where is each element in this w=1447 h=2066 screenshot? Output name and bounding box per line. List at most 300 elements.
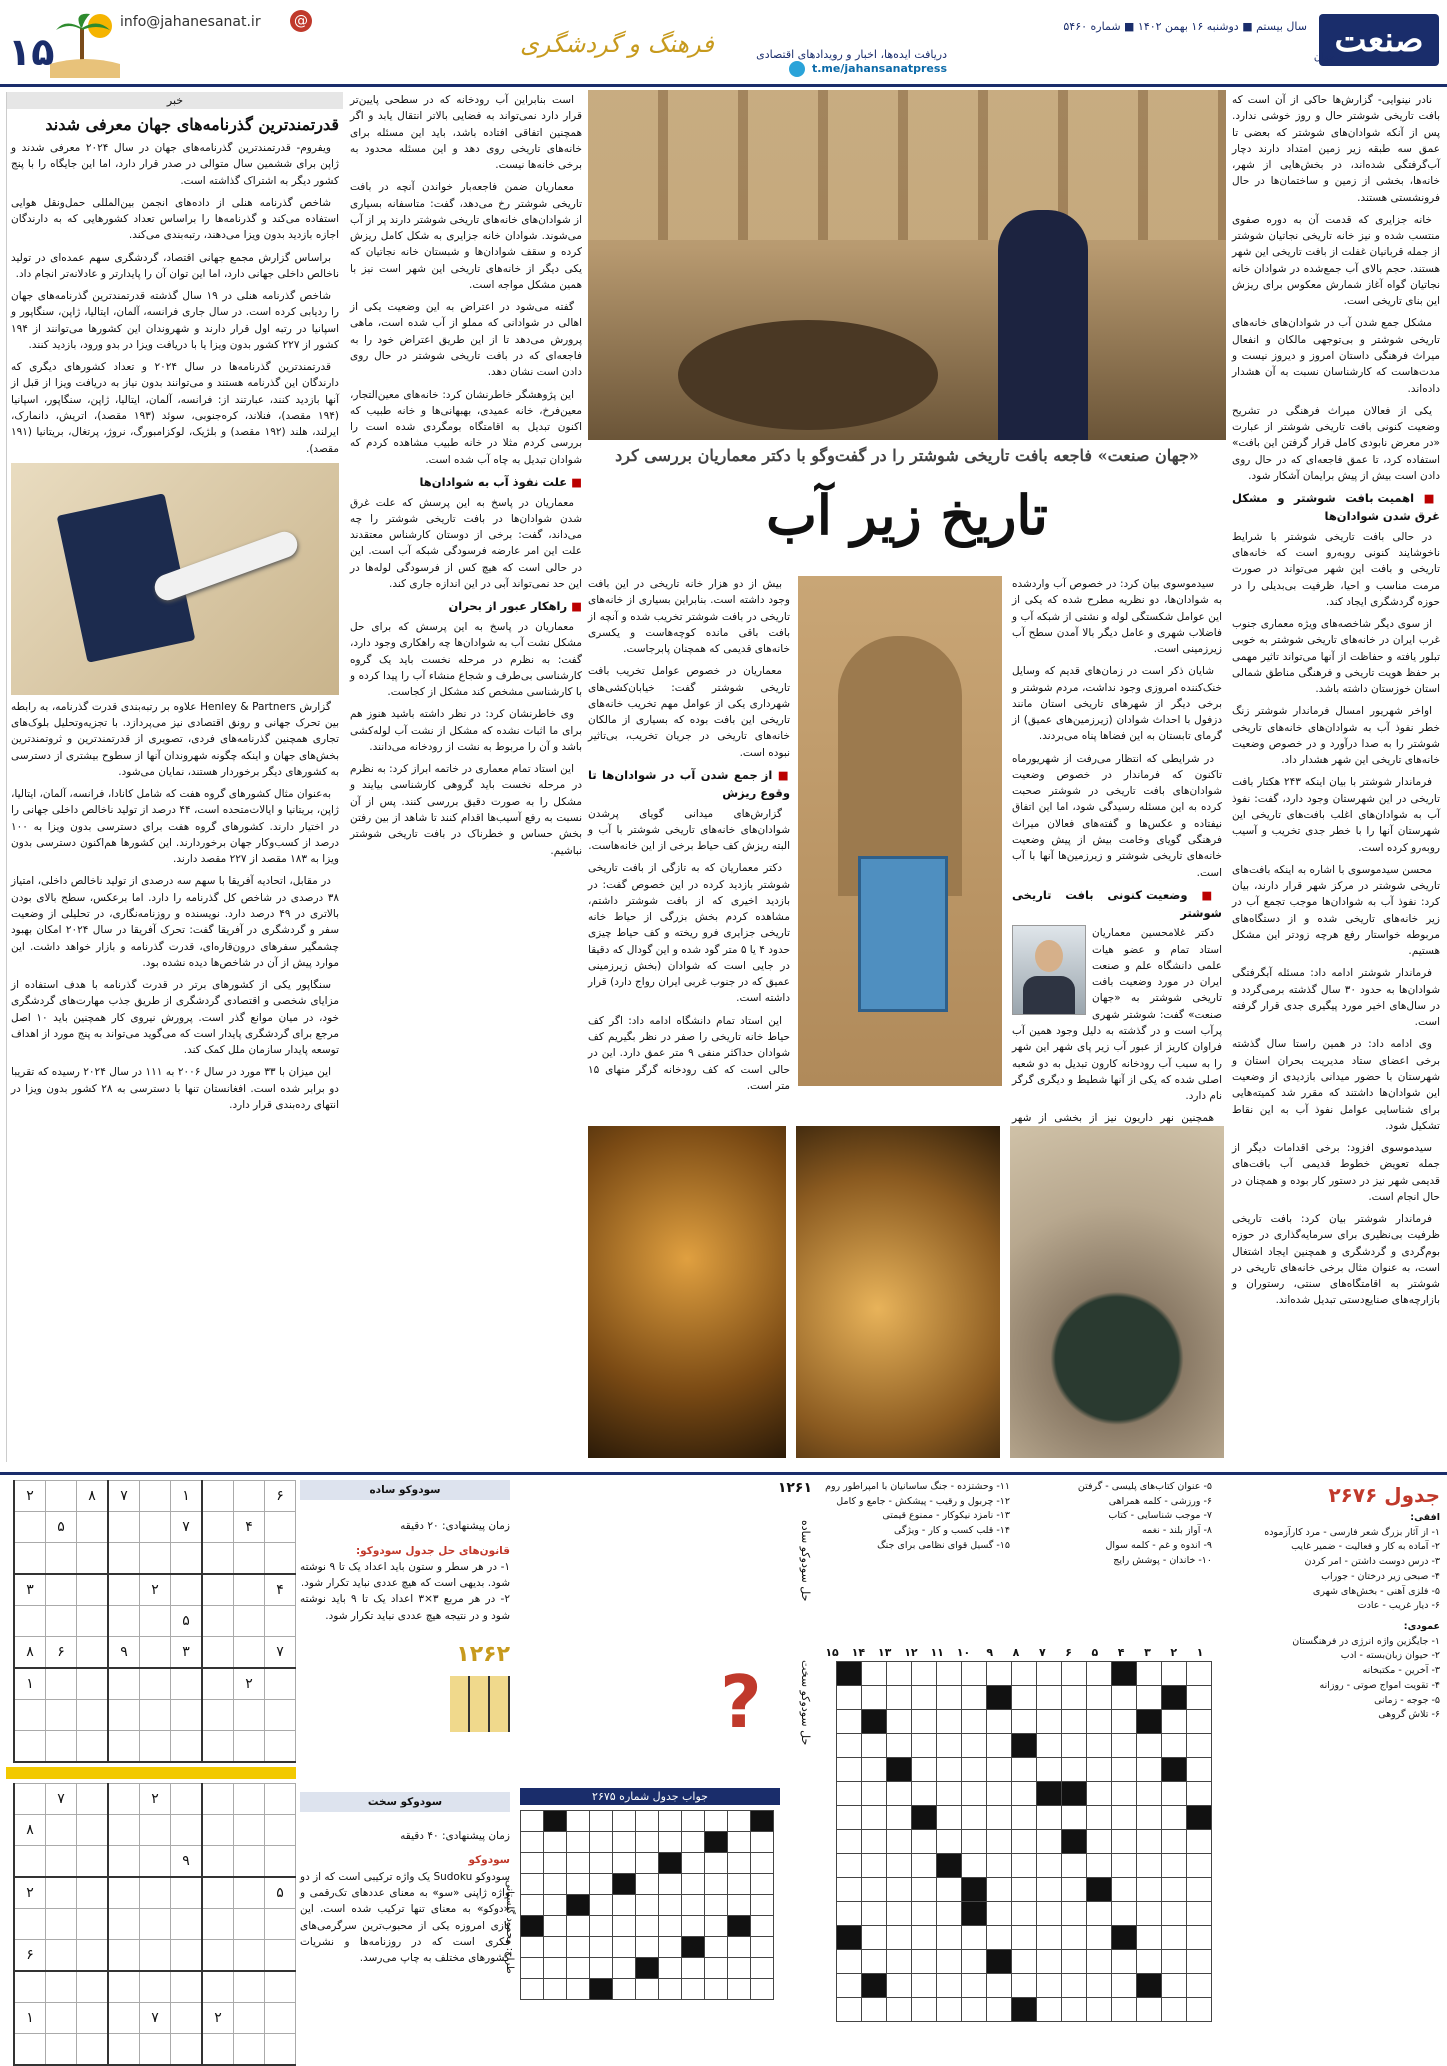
crossword-cell[interactable] bbox=[962, 1734, 987, 1758]
crossword-cell[interactable] bbox=[1137, 1734, 1162, 1758]
email-address[interactable]: info@jahanesanat.ir bbox=[120, 14, 261, 30]
sudoku-cell[interactable] bbox=[202, 2034, 234, 2066]
crossword-cell[interactable] bbox=[1037, 1974, 1062, 1998]
crossword-cell[interactable] bbox=[1037, 1710, 1062, 1734]
crossword-cell[interactable] bbox=[937, 1686, 962, 1710]
crossword-cell[interactable] bbox=[1187, 1710, 1212, 1734]
sudoku-cell[interactable] bbox=[202, 1481, 234, 1512]
sudoku-cell[interactable] bbox=[140, 1481, 171, 1512]
crossword-cell[interactable] bbox=[837, 1902, 862, 1926]
sudoku-cell[interactable] bbox=[77, 1606, 109, 1637]
sudoku-cell[interactable] bbox=[77, 1700, 109, 1731]
crossword-cell[interactable] bbox=[1162, 1782, 1187, 1806]
sudoku-cell[interactable] bbox=[46, 1940, 77, 1972]
crossword-cell[interactable] bbox=[937, 1974, 962, 1998]
sudoku-cell[interactable]: ۵ bbox=[265, 1877, 296, 1909]
sudoku-cell[interactable] bbox=[202, 1877, 234, 1909]
crossword-cell[interactable] bbox=[1062, 1662, 1087, 1686]
crossword-cell[interactable] bbox=[1162, 1710, 1187, 1734]
crossword-cell[interactable] bbox=[887, 1902, 912, 1926]
crossword-cell[interactable] bbox=[962, 1758, 987, 1782]
crossword-cell[interactable] bbox=[1112, 1758, 1137, 1782]
sudoku-cell[interactable] bbox=[46, 1700, 77, 1731]
sudoku-cell[interactable] bbox=[265, 2034, 296, 2066]
crossword-cell[interactable] bbox=[937, 1878, 962, 1902]
crossword-cell[interactable] bbox=[862, 1710, 887, 1734]
crossword-cell[interactable] bbox=[1162, 1686, 1187, 1710]
crossword-cell[interactable] bbox=[937, 1830, 962, 1854]
crossword-cell[interactable] bbox=[862, 1662, 887, 1686]
sudoku-cell[interactable] bbox=[265, 1700, 296, 1731]
crossword-cell[interactable] bbox=[1087, 1830, 1112, 1854]
crossword-cell[interactable] bbox=[837, 1974, 862, 1998]
sudoku-cell[interactable] bbox=[265, 1784, 296, 1815]
sudoku-cell[interactable]: ۲ bbox=[140, 1784, 171, 1815]
crossword-cell[interactable] bbox=[887, 1950, 912, 1974]
crossword-cell[interactable] bbox=[837, 1998, 862, 2022]
crossword-cell[interactable] bbox=[1087, 1878, 1112, 1902]
crossword-cell[interactable] bbox=[1087, 1782, 1112, 1806]
sudoku-cell[interactable]: ۷ bbox=[140, 2003, 171, 2034]
sudoku-cell[interactable] bbox=[140, 1846, 171, 1878]
crossword-cell[interactable] bbox=[1087, 1974, 1112, 1998]
sudoku-cell[interactable] bbox=[234, 1940, 265, 1972]
sudoku-cell[interactable] bbox=[46, 1606, 77, 1637]
sudoku-cell[interactable] bbox=[171, 1700, 203, 1731]
crossword-cell[interactable] bbox=[912, 1830, 937, 1854]
sudoku-cell[interactable]: ۹ bbox=[171, 1846, 203, 1878]
sudoku-cell[interactable] bbox=[77, 1512, 109, 1543]
sudoku-cell[interactable] bbox=[14, 1700, 46, 1731]
crossword-cell[interactable] bbox=[1162, 1854, 1187, 1878]
crossword-cell[interactable] bbox=[1112, 1878, 1137, 1902]
crossword-cell[interactable] bbox=[1087, 1998, 1112, 2022]
crossword-cell[interactable] bbox=[1112, 1998, 1137, 2022]
crossword-cell[interactable] bbox=[887, 1734, 912, 1758]
crossword-cell[interactable] bbox=[987, 1686, 1012, 1710]
sudoku-cell[interactable] bbox=[14, 1543, 46, 1575]
sudoku-cell[interactable] bbox=[108, 2003, 140, 2034]
sudoku-cell[interactable] bbox=[108, 1940, 140, 1972]
crossword-cell[interactable] bbox=[887, 1686, 912, 1710]
sudoku-cell[interactable]: ۱ bbox=[14, 2003, 46, 2034]
sudoku-cell[interactable]: ۷ bbox=[265, 1637, 296, 1669]
sudoku-cell[interactable] bbox=[171, 1877, 203, 1909]
crossword-cell[interactable] bbox=[1062, 1758, 1087, 1782]
sudoku-cell[interactable] bbox=[171, 1784, 203, 1815]
crossword-cell[interactable] bbox=[1087, 1902, 1112, 1926]
crossword-cell[interactable] bbox=[837, 1686, 862, 1710]
sudoku-cell[interactable] bbox=[77, 1815, 109, 1846]
sudoku-cell[interactable] bbox=[77, 1574, 109, 1606]
crossword-cell[interactable] bbox=[1137, 1686, 1162, 1710]
sudoku-cell[interactable] bbox=[14, 1971, 46, 2003]
crossword-cell[interactable] bbox=[1012, 1926, 1037, 1950]
sudoku-cell[interactable] bbox=[108, 1909, 140, 1940]
crossword-cell[interactable] bbox=[837, 1878, 862, 1902]
crossword-cell[interactable] bbox=[1112, 1734, 1137, 1758]
crossword-cell[interactable] bbox=[962, 1926, 987, 1950]
crossword-cell[interactable] bbox=[937, 1710, 962, 1734]
sudoku-cell[interactable] bbox=[234, 1606, 265, 1637]
crossword-cell[interactable] bbox=[1062, 1902, 1087, 1926]
crossword-cell[interactable] bbox=[1112, 1974, 1137, 1998]
crossword-cell[interactable] bbox=[1012, 1950, 1037, 1974]
sudoku-cell[interactable]: ۷ bbox=[108, 1481, 140, 1512]
crossword-cell[interactable] bbox=[862, 1878, 887, 1902]
sudoku-cell[interactable] bbox=[108, 1877, 140, 1909]
sudoku-cell[interactable]: ۴ bbox=[265, 1574, 296, 1606]
crossword-cell[interactable] bbox=[1137, 1782, 1162, 1806]
crossword-cell[interactable] bbox=[1087, 1734, 1112, 1758]
crossword-cell[interactable] bbox=[862, 1830, 887, 1854]
crossword-cell[interactable] bbox=[837, 1926, 862, 1950]
crossword-cell[interactable] bbox=[912, 1902, 937, 1926]
sudoku-cell[interactable] bbox=[234, 1543, 265, 1575]
crossword-cell[interactable] bbox=[937, 1806, 962, 1830]
sudoku-cell[interactable] bbox=[234, 1574, 265, 1606]
sudoku-cell[interactable] bbox=[14, 1731, 46, 1763]
crossword-cell[interactable] bbox=[1187, 1830, 1212, 1854]
crossword-cell[interactable] bbox=[912, 1854, 937, 1878]
crossword-cell[interactable] bbox=[1187, 1974, 1212, 1998]
crossword-cell[interactable] bbox=[1162, 1662, 1187, 1686]
crossword-cell[interactable] bbox=[1012, 1662, 1037, 1686]
crossword-cell[interactable] bbox=[987, 1734, 1012, 1758]
telegram-link[interactable]: t.me/jahansanatpress bbox=[812, 62, 947, 75]
sudoku-cell[interactable] bbox=[14, 2034, 46, 2066]
sudoku-cell[interactable]: ۲ bbox=[234, 1668, 265, 1700]
crossword-cell[interactable] bbox=[837, 1662, 862, 1686]
crossword-cell[interactable] bbox=[1012, 1734, 1037, 1758]
crossword-cell[interactable] bbox=[1112, 1686, 1137, 1710]
crossword-cell[interactable] bbox=[1037, 1758, 1062, 1782]
sudoku-cell[interactable]: ۲ bbox=[202, 2003, 234, 2034]
sudoku-cell[interactable] bbox=[202, 1731, 234, 1763]
crossword-cell[interactable] bbox=[937, 1950, 962, 1974]
crossword-cell[interactable] bbox=[1187, 1758, 1212, 1782]
crossword-cell[interactable] bbox=[912, 1806, 937, 1830]
sudoku-cell[interactable] bbox=[140, 1877, 171, 1909]
sudoku-cell[interactable] bbox=[265, 1909, 296, 1940]
crossword-cell[interactable] bbox=[1037, 1806, 1062, 1830]
crossword-cell[interactable] bbox=[912, 1974, 937, 1998]
sudoku-cell[interactable] bbox=[202, 1668, 234, 1700]
sudoku-cell[interactable] bbox=[202, 1637, 234, 1669]
crossword-cell[interactable] bbox=[987, 1854, 1012, 1878]
sudoku-cell[interactable] bbox=[140, 1668, 171, 1700]
sudoku-cell[interactable]: ۷ bbox=[46, 1784, 77, 1815]
sudoku-cell[interactable]: ۸ bbox=[14, 1815, 46, 1846]
sudoku-cell[interactable] bbox=[234, 1971, 265, 2003]
crossword-cell[interactable] bbox=[937, 1662, 962, 1686]
crossword-cell[interactable] bbox=[1087, 1926, 1112, 1950]
crossword-cell[interactable] bbox=[1137, 1830, 1162, 1854]
sudoku-cell[interactable] bbox=[108, 1784, 140, 1815]
sudoku-cell[interactable]: ۲ bbox=[14, 1481, 46, 1512]
sudoku-cell[interactable] bbox=[77, 2003, 109, 2034]
crossword-cell[interactable] bbox=[1012, 1758, 1037, 1782]
crossword-cell[interactable] bbox=[1087, 1950, 1112, 1974]
crossword-cell[interactable] bbox=[1137, 1758, 1162, 1782]
crossword-cell[interactable] bbox=[1187, 1902, 1212, 1926]
crossword-cell[interactable] bbox=[912, 1878, 937, 1902]
sudoku-cell[interactable] bbox=[46, 1846, 77, 1878]
crossword-cell[interactable] bbox=[1037, 1854, 1062, 1878]
crossword-cell[interactable] bbox=[1087, 1710, 1112, 1734]
crossword-cell[interactable] bbox=[887, 1878, 912, 1902]
sudoku-cell[interactable] bbox=[140, 1909, 171, 1940]
crossword-cell[interactable] bbox=[862, 1926, 887, 1950]
crossword-cell[interactable] bbox=[862, 1902, 887, 1926]
crossword-cell[interactable] bbox=[862, 1734, 887, 1758]
crossword-cell[interactable] bbox=[962, 1830, 987, 1854]
crossword-cell[interactable] bbox=[1012, 1854, 1037, 1878]
crossword-cell[interactable] bbox=[837, 1710, 862, 1734]
sudoku-cell[interactable] bbox=[202, 1815, 234, 1846]
crossword-cell[interactable] bbox=[912, 1926, 937, 1950]
crossword-cell[interactable] bbox=[1062, 1878, 1087, 1902]
crossword-cell[interactable] bbox=[1037, 1686, 1062, 1710]
crossword-cell[interactable] bbox=[1112, 1902, 1137, 1926]
sudoku-cell[interactable]: ۱ bbox=[171, 1481, 203, 1512]
sudoku-cell[interactable] bbox=[202, 1784, 234, 1815]
crossword-cell[interactable] bbox=[837, 1758, 862, 1782]
crossword-cell[interactable] bbox=[1012, 1998, 1037, 2022]
sudoku-cell[interactable] bbox=[140, 1637, 171, 1669]
crossword-cell[interactable] bbox=[1012, 1878, 1037, 1902]
sudoku-cell[interactable]: ۶ bbox=[46, 1637, 77, 1669]
crossword-cell[interactable] bbox=[1162, 1734, 1187, 1758]
crossword-cell[interactable] bbox=[1037, 1926, 1062, 1950]
sudoku-cell[interactable] bbox=[108, 1668, 140, 1700]
sudoku-cell[interactable] bbox=[234, 1846, 265, 1878]
crossword-cell[interactable] bbox=[1112, 1806, 1137, 1830]
sudoku-cell[interactable] bbox=[140, 1731, 171, 1763]
sudoku-cell[interactable] bbox=[46, 2034, 77, 2066]
sudoku-cell[interactable] bbox=[140, 1971, 171, 2003]
crossword-cell[interactable] bbox=[1137, 1974, 1162, 1998]
sudoku-cell[interactable] bbox=[265, 1512, 296, 1543]
crossword-cell[interactable] bbox=[1162, 1758, 1187, 1782]
sudoku-cell[interactable] bbox=[108, 2034, 140, 2066]
crossword-cell[interactable] bbox=[1112, 1662, 1137, 1686]
sudoku-cell[interactable] bbox=[77, 1877, 109, 1909]
crossword-cell[interactable] bbox=[1162, 1926, 1187, 1950]
crossword-cell[interactable] bbox=[1012, 1806, 1037, 1830]
crossword-cell[interactable] bbox=[1112, 1950, 1137, 1974]
sudoku-cell[interactable]: ۹ bbox=[108, 1637, 140, 1669]
sudoku-cell[interactable]: ۸ bbox=[77, 1481, 109, 1512]
crossword-cell[interactable] bbox=[1037, 1734, 1062, 1758]
crossword-cell[interactable] bbox=[962, 1974, 987, 1998]
crossword-cell[interactable] bbox=[1062, 1686, 1087, 1710]
crossword-cell[interactable] bbox=[912, 1950, 937, 1974]
sudoku-cell[interactable] bbox=[140, 1700, 171, 1731]
sudoku-cell[interactable]: ۶ bbox=[265, 1481, 296, 1512]
sudoku-cell[interactable] bbox=[234, 1637, 265, 1669]
crossword-cell[interactable] bbox=[937, 1998, 962, 2022]
sudoku-cell[interactable] bbox=[171, 1909, 203, 1940]
sudoku-cell[interactable] bbox=[46, 2003, 77, 2034]
crossword-cell[interactable] bbox=[887, 1854, 912, 1878]
crossword-cell[interactable] bbox=[962, 1662, 987, 1686]
sudoku-cell[interactable] bbox=[171, 2034, 203, 2066]
crossword-cell[interactable] bbox=[1012, 1782, 1037, 1806]
crossword-cell[interactable] bbox=[862, 1854, 887, 1878]
crossword-cell[interactable] bbox=[1162, 1878, 1187, 1902]
crossword-cell[interactable] bbox=[1162, 1806, 1187, 1830]
crossword-cell[interactable] bbox=[1187, 1926, 1212, 1950]
crossword-cell[interactable] bbox=[1037, 1878, 1062, 1902]
crossword-cell[interactable] bbox=[987, 1662, 1012, 1686]
sudoku-cell[interactable] bbox=[14, 1909, 46, 1940]
crossword-cell[interactable] bbox=[987, 1806, 1012, 1830]
crossword-cell[interactable] bbox=[987, 1782, 1012, 1806]
crossword-cell[interactable] bbox=[1187, 1686, 1212, 1710]
sudoku-cell[interactable] bbox=[171, 1668, 203, 1700]
sudoku-cell[interactable] bbox=[234, 1481, 265, 1512]
sudoku-cell[interactable] bbox=[265, 1940, 296, 1972]
sudoku-cell[interactable] bbox=[265, 1731, 296, 1763]
crossword-cell[interactable] bbox=[837, 1950, 862, 1974]
crossword-cell[interactable] bbox=[1187, 1782, 1212, 1806]
crossword-cell[interactable] bbox=[987, 1830, 1012, 1854]
crossword-cell[interactable] bbox=[912, 1758, 937, 1782]
crossword-cell[interactable] bbox=[962, 1854, 987, 1878]
crossword-cell[interactable] bbox=[1137, 1926, 1162, 1950]
crossword-cell[interactable] bbox=[862, 1998, 887, 2022]
crossword-cell[interactable] bbox=[1087, 1854, 1112, 1878]
crossword-cell[interactable] bbox=[887, 1662, 912, 1686]
crossword-cell[interactable] bbox=[1137, 1854, 1162, 1878]
sudoku-cell[interactable] bbox=[14, 1606, 46, 1637]
sudoku-cell[interactable] bbox=[46, 1668, 77, 1700]
crossword-cell[interactable] bbox=[837, 1830, 862, 1854]
sudoku-cell[interactable] bbox=[140, 1606, 171, 1637]
sudoku-cell[interactable] bbox=[234, 2003, 265, 2034]
sudoku-cell[interactable] bbox=[46, 1877, 77, 1909]
crossword-cell[interactable] bbox=[912, 1710, 937, 1734]
sudoku-cell[interactable] bbox=[14, 1784, 46, 1815]
crossword-cell[interactable] bbox=[862, 1950, 887, 1974]
crossword-cell[interactable] bbox=[987, 1974, 1012, 1998]
sudoku-cell[interactable] bbox=[265, 1606, 296, 1637]
crossword-cell[interactable] bbox=[887, 1830, 912, 1854]
sudoku-cell[interactable] bbox=[46, 1971, 77, 2003]
crossword-cell[interactable] bbox=[912, 1686, 937, 1710]
crossword-cell[interactable] bbox=[1112, 1830, 1137, 1854]
crossword-cell[interactable] bbox=[862, 1758, 887, 1782]
crossword-cell[interactable] bbox=[837, 1806, 862, 1830]
sudoku-cell[interactable] bbox=[108, 1815, 140, 1846]
crossword-cell[interactable] bbox=[987, 1998, 1012, 2022]
sudoku-cell[interactable] bbox=[108, 1512, 140, 1543]
sudoku-cell[interactable] bbox=[234, 1784, 265, 1815]
crossword-cell[interactable] bbox=[1162, 1974, 1187, 1998]
sudoku-cell[interactable] bbox=[140, 1543, 171, 1575]
crossword-cell[interactable] bbox=[1012, 1974, 1037, 1998]
crossword-cell[interactable] bbox=[962, 1710, 987, 1734]
crossword-cell[interactable] bbox=[912, 1998, 937, 2022]
sudoku-cell[interactable] bbox=[108, 1574, 140, 1606]
sudoku-cell[interactable] bbox=[202, 1909, 234, 1940]
crossword-cell[interactable] bbox=[1062, 1710, 1087, 1734]
sudoku-cell[interactable] bbox=[202, 1606, 234, 1637]
crossword-cell[interactable] bbox=[937, 1734, 962, 1758]
sudoku-cell[interactable] bbox=[108, 1971, 140, 2003]
sudoku-cell[interactable] bbox=[77, 1940, 109, 1972]
crossword-cell[interactable] bbox=[1112, 1710, 1137, 1734]
sudoku-cell[interactable] bbox=[234, 1731, 265, 1763]
sudoku-cell[interactable] bbox=[171, 1940, 203, 1972]
sudoku-cell[interactable] bbox=[171, 1815, 203, 1846]
sudoku-cell[interactable] bbox=[108, 1543, 140, 1575]
sudoku-cell[interactable] bbox=[202, 1512, 234, 1543]
crossword-cell[interactable] bbox=[1062, 1854, 1087, 1878]
sudoku-cell[interactable] bbox=[171, 2003, 203, 2034]
crossword-cell[interactable] bbox=[1162, 1950, 1187, 1974]
crossword-cell[interactable] bbox=[862, 1782, 887, 1806]
crossword-cell[interactable] bbox=[887, 1926, 912, 1950]
crossword-cell[interactable] bbox=[987, 1758, 1012, 1782]
crossword-cell[interactable] bbox=[1062, 1734, 1087, 1758]
sudoku-cell[interactable]: ۲ bbox=[140, 1574, 171, 1606]
crossword-cell[interactable] bbox=[1137, 1806, 1162, 1830]
crossword-cell[interactable] bbox=[1037, 1830, 1062, 1854]
crossword-cell[interactable] bbox=[1162, 1902, 1187, 1926]
sudoku-cell[interactable] bbox=[46, 1731, 77, 1763]
crossword-cell[interactable] bbox=[1187, 1950, 1212, 1974]
crossword-cell[interactable] bbox=[987, 1950, 1012, 1974]
sudoku-cell[interactable] bbox=[265, 1668, 296, 1700]
crossword-cell[interactable] bbox=[987, 1902, 1012, 1926]
sudoku-cell[interactable]: ۸ bbox=[14, 1637, 46, 1669]
sudoku-cell[interactable] bbox=[171, 1731, 203, 1763]
crossword-cell[interactable] bbox=[1112, 1926, 1137, 1950]
sudoku-cell[interactable] bbox=[77, 2034, 109, 2066]
crossword-cell[interactable] bbox=[1062, 1782, 1087, 1806]
crossword-cell[interactable] bbox=[1137, 1878, 1162, 1902]
sudoku-cell[interactable] bbox=[108, 1846, 140, 1878]
crossword-cell[interactable] bbox=[1062, 1974, 1087, 1998]
sudoku-cell[interactable] bbox=[77, 1784, 109, 1815]
sudoku-cell[interactable] bbox=[46, 1481, 77, 1512]
crossword-cell[interactable] bbox=[1187, 1734, 1212, 1758]
crossword-cell[interactable] bbox=[1037, 1950, 1062, 1974]
crossword-cell[interactable] bbox=[1137, 1902, 1162, 1926]
crossword-cell[interactable] bbox=[1187, 1806, 1212, 1830]
sudoku-cell[interactable] bbox=[46, 1909, 77, 1940]
crossword-cell[interactable] bbox=[887, 1974, 912, 1998]
crossword-cell[interactable] bbox=[887, 1758, 912, 1782]
crossword-cell[interactable] bbox=[887, 1998, 912, 2022]
crossword-cell[interactable] bbox=[862, 1806, 887, 1830]
sudoku-cell[interactable] bbox=[202, 1574, 234, 1606]
sudoku-cell[interactable] bbox=[77, 1668, 109, 1700]
crossword-cell[interactable] bbox=[1187, 1878, 1212, 1902]
sudoku-cell[interactable] bbox=[140, 1940, 171, 1972]
crossword-cell[interactable] bbox=[1137, 1710, 1162, 1734]
sudoku-cell[interactable] bbox=[202, 1700, 234, 1731]
sudoku-cell[interactable] bbox=[140, 1512, 171, 1543]
sudoku-cell[interactable] bbox=[14, 1846, 46, 1878]
sudoku-cell[interactable] bbox=[171, 1574, 203, 1606]
crossword-cell[interactable] bbox=[1062, 1830, 1087, 1854]
crossword-cell[interactable] bbox=[962, 1878, 987, 1902]
sudoku-cell[interactable]: ۲ bbox=[14, 1877, 46, 1909]
crossword-cell[interactable] bbox=[962, 1782, 987, 1806]
